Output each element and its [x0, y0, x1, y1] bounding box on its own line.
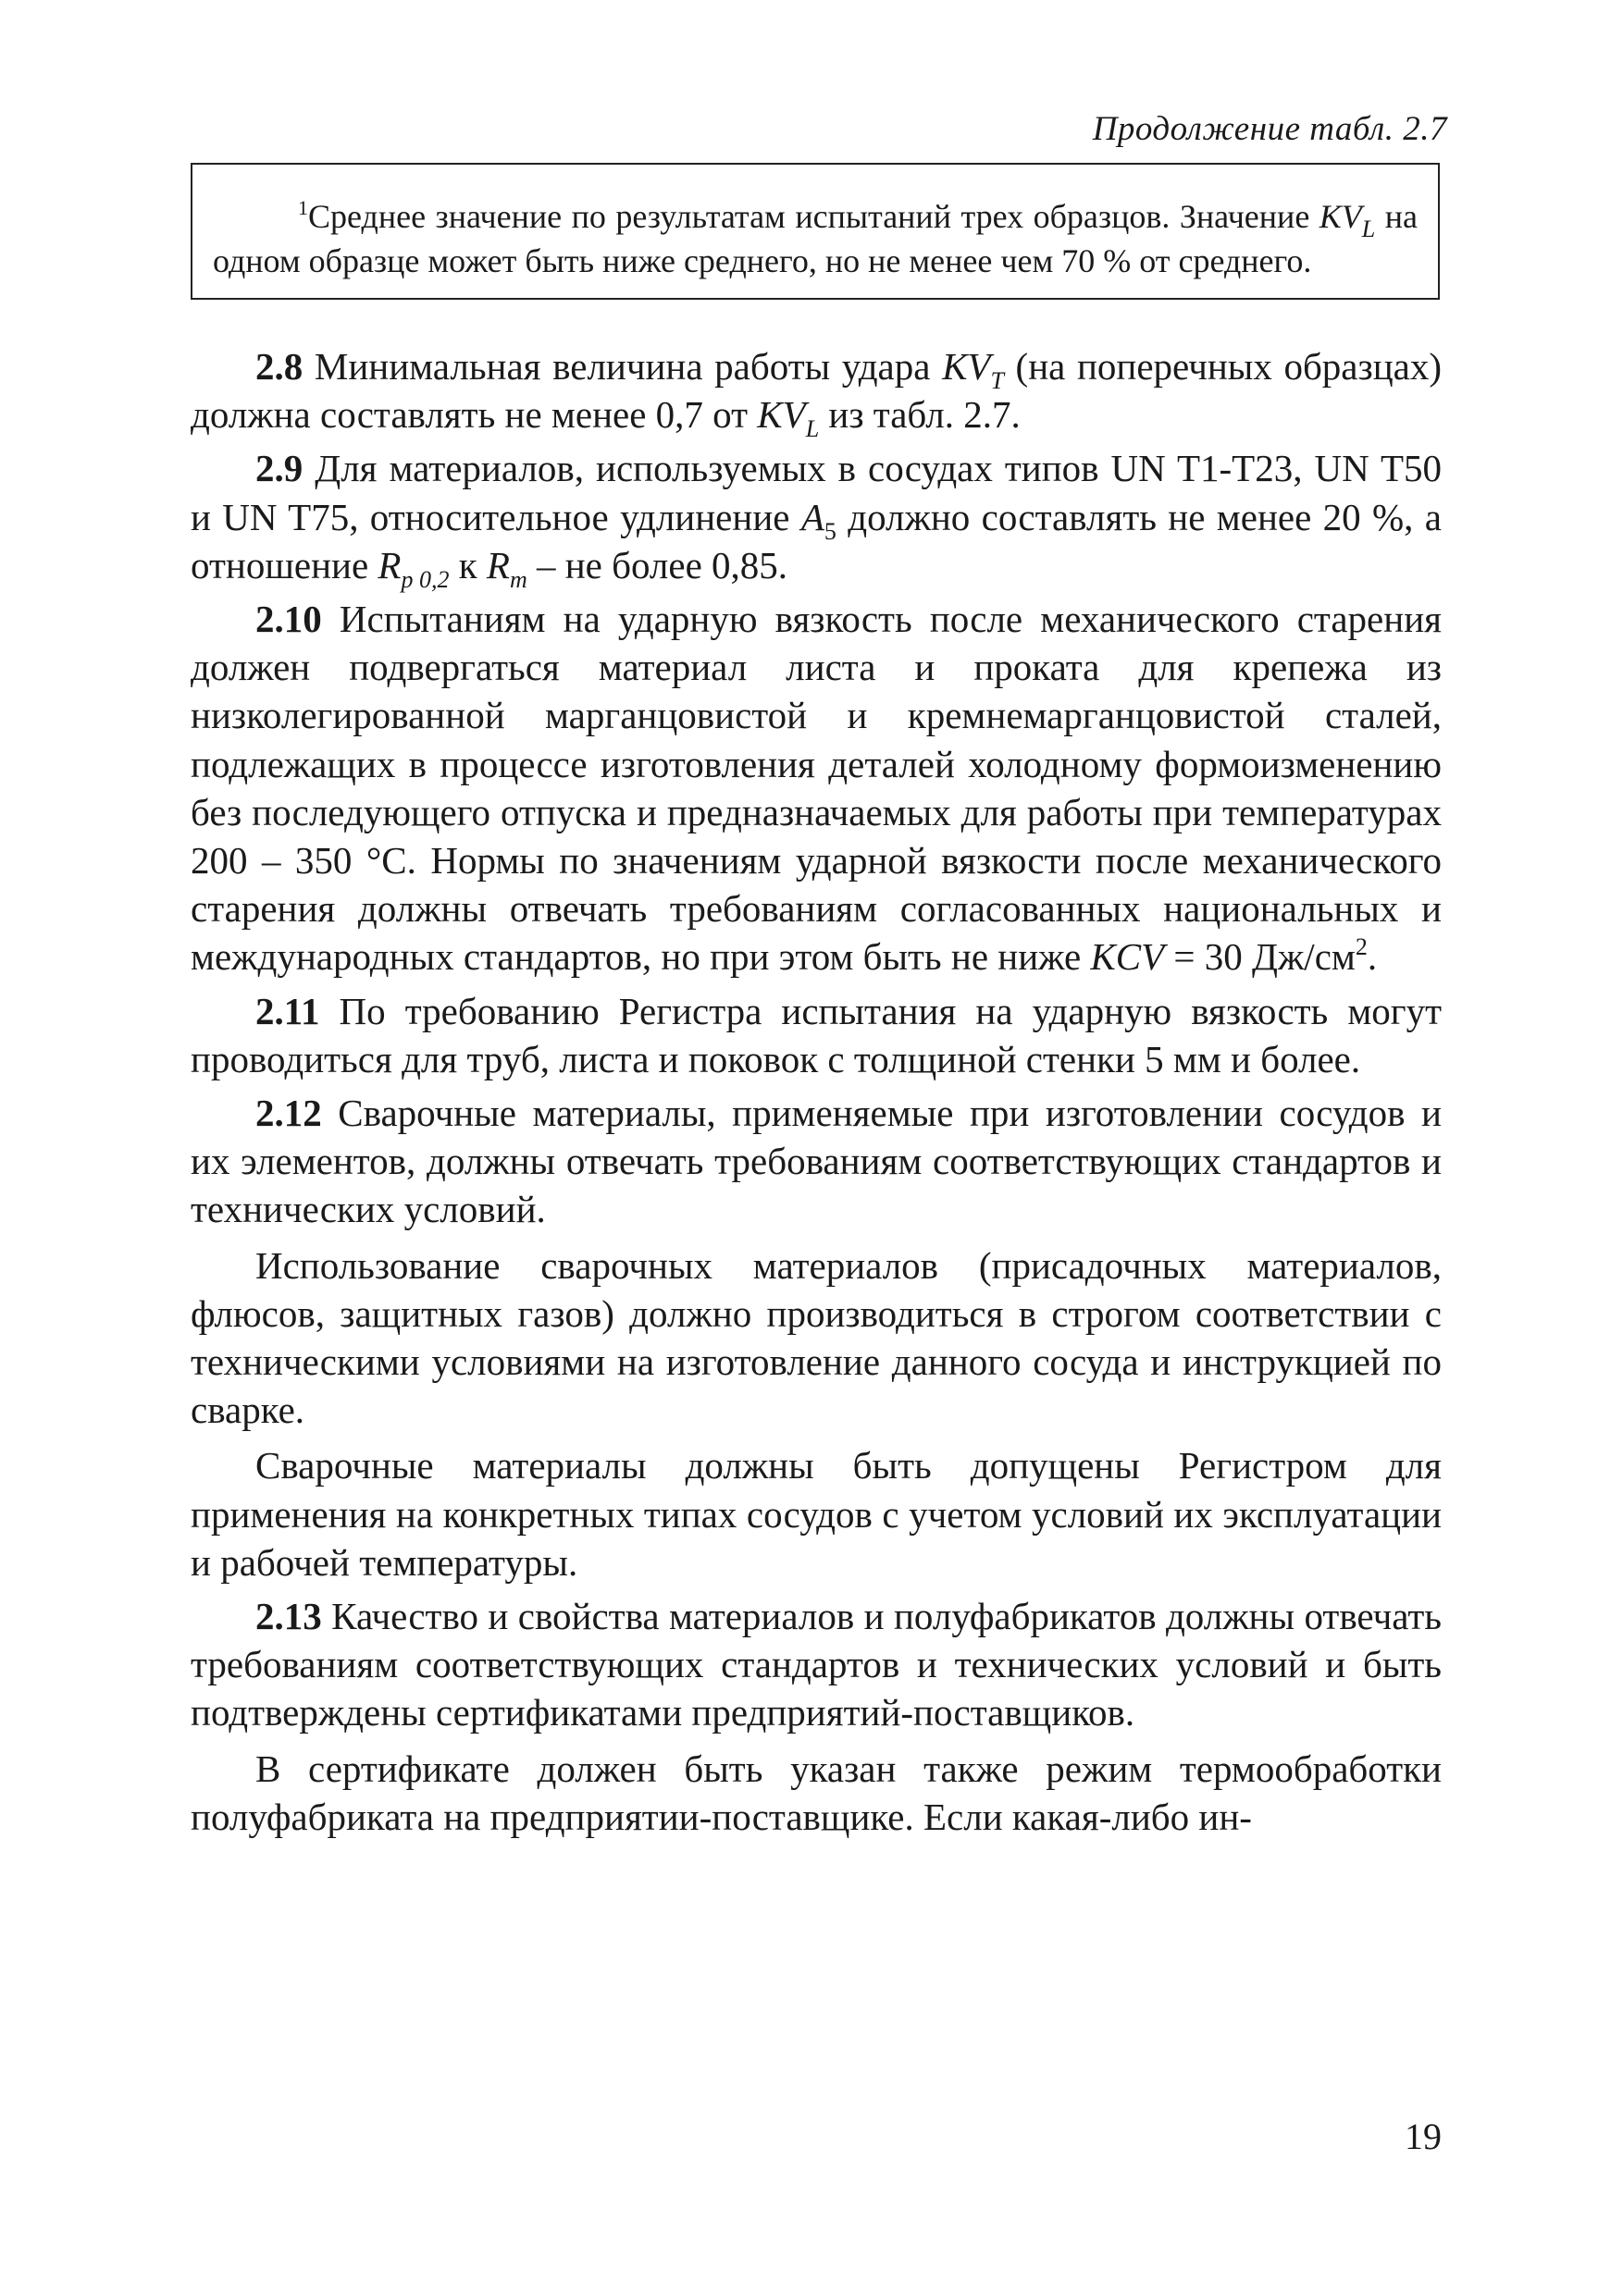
clause-number: 2.11 — [255, 989, 320, 1032]
table-footnote-box — [191, 163, 1440, 300]
body-text — [191, 342, 1442, 1841]
clause-number: 2.10 — [255, 598, 322, 641]
footnote-text: $^1$Среднее значение по результатам испытаний трех образцов. Значение $KV_L$ на одном образце может быть ниже среднего, но не менее чем 70 % от среднего. — [213, 196, 1418, 279]
paragraph-2-10: 2.10 Испытаниям на ударную вязкость после механического старения должен подвергаться материал листа и проката для крепежа из низколегированной марганцовистой и кремнемарганцовистой сталей, подлежащих в процессе изготовления деталей холодному формоизменению без последующего отпуска и предназначаемых для работы при температурах 200 – 350 °C. Нормы по значениям ударной вязкости после механического старения должны отвечать требованиям согласованных национальных и международных стандартов, но при этом быть не ниже KCV = 30 $Дж/см^2$. — [191, 598, 1442, 979]
footnote-marker: 1 — [298, 196, 308, 219]
paragraph-2-12: 2.12 Сварочные материалы, применяемые при изготовлении сосудов и их элементов, должны отвечать требованиям соответствующих стандартов и технических условий. — [191, 1092, 1442, 1231]
paragraph-2-12-welding-approval: Сварочные материалы должны быть допущены Регистром для применения на конкретных типах сосудов с учетом условий их эксплуатации и рабочей температуры. — [191, 1444, 1442, 1584]
clause-number: 2.13 — [255, 1595, 322, 1638]
paragraph-2-13: 2.13 Качество и свойства материалов и полуфабрикатов должны отвечать требованиям соответствующих стандартов и технических условий и быть подтверждены сертификатами предприятий-поставщиков. — [191, 1595, 1442, 1734]
clause-number: 2.8 — [255, 345, 304, 388]
clause-number: 2.9 — [255, 447, 304, 490]
table-continuation-label: Продолжение табл. 2.7 — [1092, 110, 1447, 148]
paragraph-2-9: 2.9 Для материалов, используемых в сосудах типов UN T1-T23, UN T50 и UN T75, относительное удлинение $A_5$ должно составлять не менее 20 %, а отношение $R_{p 0,2}$ к $R_m$ – не более 0,85. — [191, 447, 1442, 593]
page-number: 19 — [1405, 2116, 1442, 2157]
paragraph-2-13-certificate: В сертификате должен быть указан также режим термообработки полуфабриката на предприятии-поставщике. Если какая-либо ин- — [191, 1747, 1442, 1838]
paragraph-2-12-welding-use: Использование сварочных материалов (присадочных материалов, флюсов, защитных газов) должно производиться в строгом соответствии с техническими условиями на изготовление данного сосуда и инструкцией по сварке. — [191, 1243, 1442, 1432]
symbol-kv: KV — [1319, 198, 1362, 235]
paragraph-2-11: 2.11 По требованию Регистра испытания на ударную вязкость могут проводиться для труб, листа и поковок с толщиной стенки 5 мм и более. — [191, 989, 1442, 1080]
clause-number: 2.12 — [255, 1092, 322, 1135]
paragraph-2-8: 2.8 Минимальная величина работы удара $KV_T$ (на поперечных образцах) должна составлять не менее 0,7 от $KV_L$ из табл. 2.7. — [191, 345, 1442, 443]
